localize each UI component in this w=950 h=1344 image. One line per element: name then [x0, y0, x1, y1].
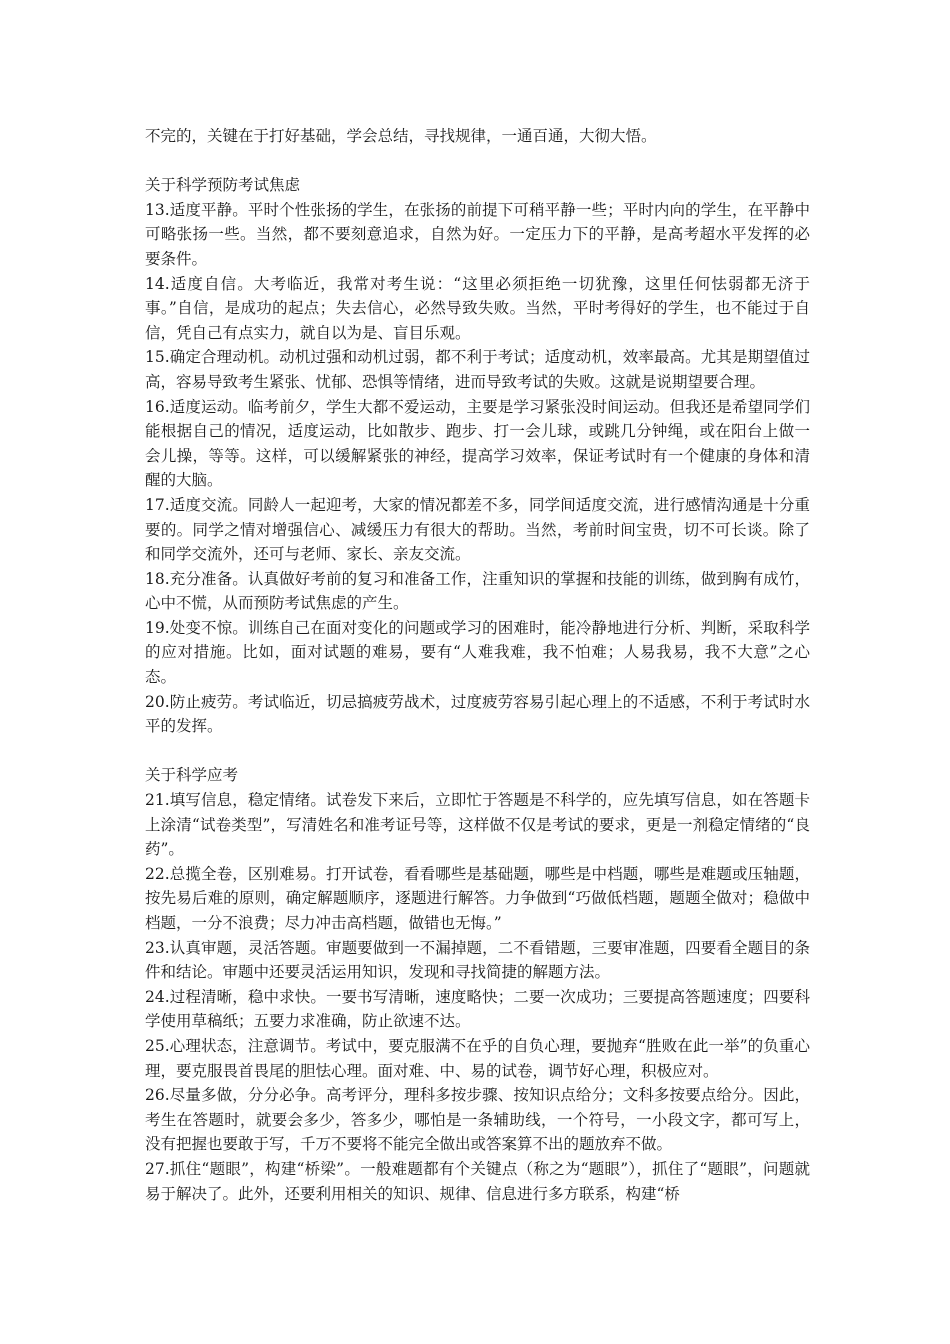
- item-18: 18.充分准备。认真做好考前的复习和准备工作，注重知识的掌握和技能的训练，做到胸有成竹，心中不慌，从而预防考试焦虑的产生。: [145, 569, 810, 613]
- item-20: 20.防止疲劳。考试临近，切忌搞疲劳战术，过度疲劳容易引起心理上的不适感，不利于考试时水平的发挥。: [145, 692, 810, 736]
- section-heading-anxiety: 关于科学预防考试焦虑: [145, 176, 301, 195]
- item-13: 13.适度平静。平时个性张扬的学生，在张扬的前提下可稍平静一些；平时内向的学生，在平静中可略张扬一些。当然，都不要刻意追求，自然为好。一定压力下的平静，是高考超水平发挥的必要条件。: [145, 200, 810, 268]
- paragraph-gap: [145, 739, 810, 764]
- item-25: 25.心理状态，注意调节。考试中，要克服满不在乎的自负心理，要抛弃“胜败在此一举”的负重心理，要克服畏首畏尾的胆怯心理。面对难、中、易的试卷，调节好心理，积极应对。: [145, 1036, 810, 1080]
- item-14: 14.适度自信。大考临近，我常对考生说：“这里必须拒绝一切犹豫，这里任何怯弱都无济于事。”自信，是成功的起点；失去信心，必然导致失败。当然，平时考得好的学生，也不能过于自信，凭自己有点实力，就自以为是、盲目乐观。: [145, 274, 810, 342]
- item-21: 21.填写信息，稳定情绪。试卷发下来后，立即忙于答题是不科学的，应先填写信息，如在答题卡上涂清“试卷类型”，写清姓名和准考证号等，这样做不仅是考试的要求，更是一剂稳定情绪的“良药”。: [145, 791, 810, 859]
- item-19: 19.处变不惊。训练自己在面对变化的问题或学习的困难时，能冷静地进行分析、判断，采取科学的应对措施。比如，面对试题的难易，要有“人难我难，我不怕难；人易我易，我不大意”之心态。: [145, 618, 810, 687]
- item-27: 27.抓住“题眼”，构建“桥梁”。一般难题都有个关键点（称之为“题眼”），抓住了“题眼”，问题就易于解决了。此外，还要利用相关的知识、规律、信息进行多方联系，构建“桥: [145, 1159, 810, 1203]
- item-23: 23.认真审题，灵活答题。审题要做到一不漏掉题，二不看错题，三要审准题，四要看全题目的条件和结论。审题中还要灵活运用知识，发现和寻找简捷的解题方法。: [145, 938, 810, 982]
- paragraph-gap: [145, 149, 810, 174]
- section-heading-exam: 关于科学应考: [145, 766, 239, 785]
- item-26: 26.尽量多做，分分必争。高考评分，理科多按步骤、按知识点给分；文科多按要点给分。因此，考生在答题时，就要会多少，答多少，哪怕是一条辅助线，一个符号，一小段文字，都可写上，没有把握也要敢于写，千万不要将不能完全做出或答案算不出的题放弃不做。: [145, 1086, 810, 1154]
- item-22: 22.总揽全卷，区别难易。打开试卷，看看哪些是基础题，哪些是中档题，哪些是难题或压轴题，按先易后难的原则，确定解题顺序，逐题进行解答。力争做到“巧做低档题，题题全做对；稳做中档题，一分不浪费；尽力冲击高档题，做错也无悔。”: [145, 864, 810, 932]
- intro-paragraph: 不完的，关键在于打好基础，学会总结，寻找规律，一通百通，大彻大悟。: [145, 127, 657, 145]
- item-17: 17.适度交流。同龄人一起迎考，大家的情况都差不多，同学间适度交流，进行感情沟通是十分重要的。同学之情对增强信心、减缓压力有很大的帮助。当然，考前时间宝贵，切不可长谈。除了和同学交流外，还可与老师、家长、亲友交流。: [145, 495, 810, 564]
- item-15: 15.确定合理动机。动机过强和动机过弱，都不利于考试；适度动机，效率最高。尤其是期望值过高，容易导致考生紧张、忧郁、恐惧等情绪，进而导致考试的失败。这就是说期望要合理。: [145, 348, 810, 391]
- item-24: 24.过程清晰，稳中求快。一要书写清晰，速度略快；二要一次成功；三要提高答题速度；四要科学使用草稿纸；五要力求准确，防止欲速不达。: [145, 987, 810, 1031]
- item-16: 16.适度运动。临考前夕，学生大都不爱运动，主要是学习紧张没时间运动。但我还是希望同学们能根据自己的情况，适度运动，比如散步、跑步、打一会儿球，或跳几分钟绳，或在阳台上做一会儿操，等等。这样，可以缓解紧张的神经，提高学习效率，保证考试时有一个健康的身体和清醒的大脑。: [145, 397, 810, 490]
- document-page: [145, 124, 810, 1206]
